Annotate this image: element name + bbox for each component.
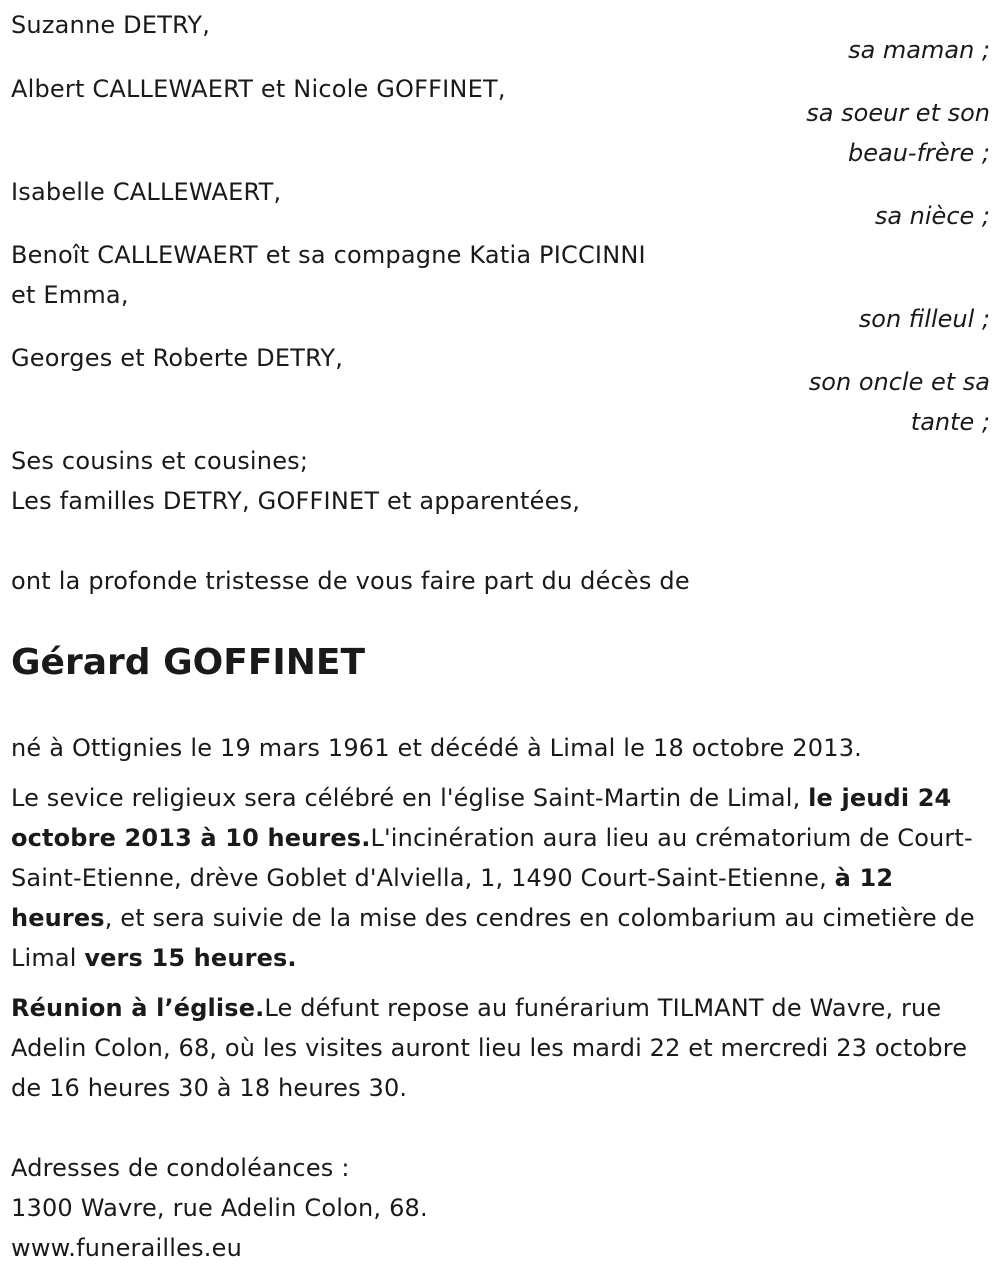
family-relation-5b: tante ; — [910, 408, 990, 436]
condolences-address: 1300 Wavre, rue Adelin Colon, 68. — [11, 1194, 428, 1222]
meeting-paragraph — [11, 988, 991, 1108]
website-link[interactable]: www.funerailles.eu — [11, 1234, 243, 1262]
family-relation-5a: son oncle et sa — [808, 368, 990, 396]
family-relation-2a: sa soeur et son — [806, 99, 990, 127]
meeting-place: Réunion à l’église. — [11, 994, 265, 1022]
birth-death: né à Ottignies le 19 mars 1961 et décédé à Limal le 18 octobre 2013. — [11, 734, 862, 762]
service-date: le jeudi 24 octobre 2013 à 10 heures. — [11, 784, 952, 852]
cremation-time: à 12 heures — [11, 864, 894, 932]
family-name-1: Suzanne DETRY, — [11, 11, 211, 39]
deceased-name: Gérard GOFFINET — [11, 642, 366, 683]
others-line-2: Les familles DETRY, GOFFINET et apparentées, — [11, 487, 581, 515]
family-relation-3: sa nièce ; — [874, 202, 990, 230]
family-name-5: Georges et Roberte DETRY, — [11, 344, 344, 372]
announcement: ont la profonde tristesse de vous faire part du décès de — [11, 567, 690, 595]
family-relation-4: son filleul ; — [858, 305, 990, 333]
service-text-3: , et sera suivie de la mise des cendres en colombarium au cimetière de Limal — [11, 904, 975, 972]
family-name-3: Isabelle CALLEWAERT, — [11, 178, 282, 206]
others-line-1: Ses cousins et cousines; — [11, 447, 309, 475]
family-relation-2b: beau-frère ; — [847, 139, 990, 167]
service-text-2: L'incinération aura lieu au crématorium de Court-Saint-Etienne, drève Goblet d'Alviella, 1, 1490 Court-Saint-Etienne, — [11, 824, 973, 892]
family-relation-1: sa maman ; — [848, 36, 990, 64]
service-text-1: Le sevice religieux sera célébré en l'église Saint-Martin de Limal, — [11, 784, 809, 812]
ashes-time: vers 15 heures. — [84, 944, 297, 972]
family-name-4a: Benoît CALLEWAERT et sa compagne Katia PICCINNI — [11, 241, 646, 269]
meeting-text: Le défunt repose au funérarium TILMANT de Wavre, rue Adelin Colon, 68, où les visites auront lieu les mardi 22 et mercredi 23 octobre de 16 heures 30 à 18 heures 30. — [11, 994, 968, 1102]
family-name-4b: et Emma, — [11, 281, 129, 309]
service-paragraph — [11, 778, 991, 978]
family-name-2: Albert CALLEWAERT et Nicole GOFFINET, — [11, 75, 506, 103]
condolences-label: Adresses de condoléances : — [11, 1154, 350, 1182]
